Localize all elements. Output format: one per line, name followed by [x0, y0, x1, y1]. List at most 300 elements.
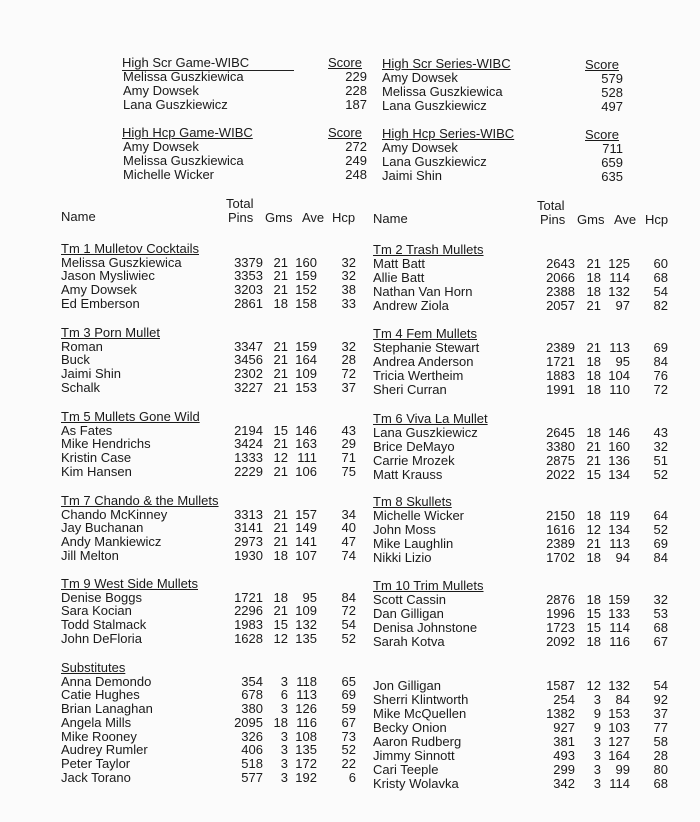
player-pins: 354 [241, 673, 263, 689]
high-hcp-series-score-2: 659 [601, 155, 623, 170]
player-gms: 21 [586, 536, 601, 551]
high-scr-series-score-2: 528 [601, 85, 623, 100]
player-name: Cari Teeple [373, 762, 439, 777]
player-ave: 113 [609, 536, 630, 551]
player-name: Dan Gilligan [373, 606, 444, 621]
player-name: Amy Dowsek [61, 282, 137, 298]
player-name: Jason Mysliwiec [61, 268, 155, 284]
player-pins: 1587 [546, 678, 575, 693]
player-ave: 103 [608, 720, 630, 735]
player-hcp: 43 [341, 422, 356, 438]
player-row [0, 366, 700, 383]
player-pins: 3347 [234, 338, 263, 354]
player-ave: 164 [295, 352, 317, 368]
high-hcp-series-score-1: 711 [602, 141, 623, 156]
player-gms: 3 [593, 734, 601, 749]
player-gms: 18 [273, 547, 288, 563]
player-name: Brice DeMayo [373, 439, 455, 454]
player-name: Peter Taylor [61, 755, 131, 771]
player-ave: 133 [608, 606, 630, 621]
player-pins: 577 [241, 769, 263, 785]
player-pins: 2150 [546, 508, 575, 523]
player-name: Andrew Ziola [373, 298, 449, 313]
player-name: Becky Onion [373, 720, 447, 735]
player-row [0, 468, 700, 482]
player-name: Sarah Kotva [373, 634, 445, 649]
player-gms: 15 [273, 617, 288, 633]
player-hcp: 54 [653, 284, 668, 299]
player-row [0, 295, 700, 313]
player-hcp: 73 [341, 728, 356, 744]
high-hcp-series-name-1: Amy Dowsek [382, 140, 458, 155]
player-gms: 3 [280, 769, 288, 785]
player-gms: 21 [273, 379, 288, 395]
player-name: Kristy Wolavka [373, 776, 459, 791]
player-ave: 109 [295, 603, 317, 619]
player-gms: 18 [586, 368, 601, 383]
player-hcp: 43 [653, 425, 668, 440]
high-hcp-series-name-3: Jaimi Shin [382, 168, 442, 183]
player-pins: 3141 [234, 520, 263, 536]
player-row [0, 693, 700, 707]
player-name: Mike Laughlin [373, 536, 454, 551]
player-hcp: 82 [653, 298, 668, 313]
player-hcp: 6 [348, 769, 356, 785]
high-hcp-series-name-2: Lana Guszkiewicz [382, 154, 487, 169]
player-name: Todd Stalmack [61, 617, 147, 633]
player-row [0, 534, 700, 551]
player-pins: 406 [241, 742, 263, 758]
player-gms: 21 [273, 352, 288, 368]
player-ave: 153 [608, 706, 630, 721]
player-name: Schalk [61, 379, 101, 395]
player-gms: 21 [273, 254, 288, 270]
player-pins: 1382 [546, 706, 575, 721]
high-hcp-game-score-label: Score [328, 125, 362, 140]
high-scr-series-name-2: Melissa Guszkiewica [382, 84, 503, 99]
player-pins: 2875 [546, 453, 575, 468]
player-gms: 18 [586, 550, 601, 565]
player-pins: 1721 [234, 589, 263, 605]
player-pins: 1721 [546, 354, 575, 369]
player-ave: 164 [608, 748, 630, 763]
player-name: Anna Demondo [61, 673, 152, 689]
player-hcp: 68 [653, 270, 668, 285]
player-gms: 21 [273, 282, 288, 298]
player-hcp: 32 [341, 268, 356, 284]
player-ave: 149 [295, 520, 317, 536]
player-ave: 159 [608, 592, 630, 607]
player-ave: 114 [609, 776, 630, 791]
right-total-header: Total [537, 198, 565, 213]
player-pins: 1616 [546, 522, 575, 537]
player-row [0, 520, 700, 537]
player-pins: 1930 [234, 547, 263, 563]
player-hcp: 59 [341, 701, 356, 717]
player-ave: 160 [295, 254, 317, 270]
player-name: Mike Hendrichs [61, 436, 151, 452]
player-name: Kristin Case [61, 450, 132, 466]
high-scr-game-name-2: Amy Dowsek [123, 83, 199, 98]
player-ave: 159 [295, 268, 317, 284]
player-pins: 493 [553, 748, 575, 763]
player-hcp: 29 [341, 436, 356, 452]
player-pins: 2389 [546, 340, 575, 355]
player-ave: 119 [609, 508, 630, 523]
player-gms: 21 [586, 453, 601, 468]
player-hcp: 40 [341, 520, 356, 536]
player-hcp: 32 [341, 338, 356, 354]
player-name: Mike Rooney [61, 728, 137, 744]
player-name: Nathan Van Horn [373, 284, 473, 299]
player-ave: 132 [608, 678, 630, 693]
high-scr-series-name-1: Amy Dowsek [382, 70, 458, 85]
high-scr-series-score-3: 497 [601, 99, 623, 114]
player-ave: 111 [297, 450, 317, 466]
player-gms: 21 [586, 298, 601, 313]
player-pins: 2066 [546, 270, 575, 285]
player-pins: 2095 [234, 714, 263, 730]
player-gms: 21 [586, 439, 601, 454]
player-pins: 380 [241, 701, 263, 717]
player-ave: 153 [295, 379, 317, 395]
player-name: Aaron Rudberg [373, 734, 462, 749]
right-pins-header: Pins [540, 212, 566, 227]
player-gms: 9 [593, 720, 601, 735]
player-gms: 3 [280, 701, 288, 717]
player-hcp: 33 [341, 295, 356, 311]
player-ave: 94 [615, 550, 630, 565]
player-name: As Fates [61, 422, 113, 438]
team-title: Tm 9 West Side Mullets [61, 576, 199, 591]
team-title: Tm 8 Skullets [373, 494, 452, 509]
high-hcp-game-name-1: Amy Dowsek [123, 139, 199, 154]
player-name: Matt Krauss [373, 467, 443, 482]
player-row [0, 547, 700, 565]
player-pins: 1996 [546, 606, 575, 621]
player-hcp: 71 [341, 450, 356, 466]
player-row [0, 777, 700, 791]
player-pins: 2389 [546, 536, 575, 551]
player-name: John Moss [373, 522, 436, 537]
player-name: Denise Boggs [61, 589, 142, 605]
player-name: Mike McQuellen [373, 706, 467, 721]
player-name: Lana Guszkiewicz [373, 425, 478, 440]
player-hcp: 76 [653, 368, 668, 383]
player-pins: 3203 [234, 282, 263, 298]
player-hcp: 58 [653, 734, 668, 749]
player-row [0, 422, 700, 440]
player-hcp: 80 [653, 762, 668, 777]
player-gms: 3 [593, 748, 601, 763]
player-pins: 1628 [234, 630, 263, 646]
player-hcp: 84 [341, 589, 356, 605]
high-scr-series-name-3: Lana Guszkiewicz [382, 98, 487, 113]
left-gms-header: Gms [265, 210, 293, 225]
player-name: Sara Kocian [61, 603, 132, 619]
player-name: Matt Batt [373, 256, 426, 271]
high-hcp-game-score-2: 249 [345, 153, 367, 168]
high-scr-game-score-label: Score [328, 55, 362, 70]
player-gms: 21 [273, 603, 288, 619]
player-name: Jay Buchanan [61, 520, 144, 536]
player-gms: 18 [586, 508, 601, 523]
high-hcp-game-name-2: Melissa Guszkiewica [123, 153, 244, 168]
high-hcp-series-score-3: 635 [601, 169, 623, 184]
player-pins: 678 [241, 687, 263, 703]
player-hcp: 68 [653, 620, 668, 635]
player-pins: 3313 [234, 506, 263, 522]
player-row [0, 607, 700, 621]
player-pins: 927 [553, 720, 575, 735]
player-hcp: 28 [341, 352, 356, 368]
left-total-header: Total [226, 196, 254, 211]
player-hcp: 32 [653, 439, 668, 454]
team-title: Tm 5 Mullets Gone Wild [61, 409, 200, 424]
player-gms: 18 [586, 425, 601, 440]
high-scr-game-name-3: Lana Guszkiewicz [123, 97, 228, 112]
player-ave: 113 [609, 340, 630, 355]
player-gms: 18 [586, 382, 601, 397]
player-name: Andrea Anderson [373, 354, 474, 369]
player-hcp: 77 [653, 720, 668, 735]
player-hcp: 51 [653, 453, 668, 468]
player-gms: 3 [280, 728, 288, 744]
player-row [0, 282, 700, 299]
player-row [0, 506, 700, 523]
player-name: Allie Batt [373, 270, 425, 285]
player-ave: 136 [608, 453, 630, 468]
player-pins: 2092 [546, 634, 575, 649]
team-title: Substitutes [61, 660, 126, 675]
player-hcp: 53 [653, 606, 668, 621]
player-name: Andy Mankiewicz [61, 534, 162, 550]
player-hcp: 37 [341, 379, 356, 395]
player-hcp: 38 [341, 282, 356, 298]
player-name: John DeFloria [61, 630, 142, 646]
player-gms: 21 [273, 338, 288, 354]
player-pins: 2861 [234, 295, 263, 311]
player-ave: 192 [295, 769, 317, 785]
player-gms: 21 [273, 268, 288, 284]
player-gms: 15 [586, 467, 601, 482]
player-row [0, 735, 700, 749]
player-gms: 18 [273, 714, 288, 730]
player-name: Angela Mills [61, 714, 132, 730]
player-gms: 18 [586, 634, 601, 649]
player-name: Sherri Klintworth [373, 692, 469, 707]
player-gms: 18 [586, 592, 601, 607]
player-pins: 254 [553, 692, 575, 707]
player-gms: 15 [273, 422, 288, 438]
player-hcp: 67 [653, 634, 668, 649]
player-ave: 114 [609, 270, 630, 285]
player-row [0, 268, 700, 285]
left-hcp-header: Hcp [332, 210, 356, 225]
player-pins: 3353 [234, 268, 263, 284]
player-row [0, 721, 700, 735]
high-hcp-game-name-3: Michelle Wicker [123, 167, 215, 182]
right-gms-header: Gms [577, 212, 605, 227]
player-row [0, 707, 700, 721]
player-gms: 9 [593, 706, 601, 721]
player-ave: 104 [608, 368, 630, 383]
player-gms: 12 [586, 522, 601, 537]
player-pins: 2645 [546, 425, 575, 440]
player-hcp: 52 [653, 467, 668, 482]
player-name: Roman [61, 338, 103, 354]
player-row [0, 679, 700, 693]
player-hcp: 69 [653, 340, 668, 355]
player-gms: 18 [586, 354, 601, 369]
player-pins: 3379 [234, 254, 263, 270]
team-title: Tm 2 Trash Mullets [373, 242, 484, 257]
player-gms: 18 [273, 295, 288, 311]
player-ave: 109 [295, 366, 317, 382]
player-hcp: 52 [341, 742, 356, 758]
player-hcp: 52 [341, 630, 356, 646]
player-hcp: 52 [653, 522, 668, 537]
player-gms: 21 [273, 520, 288, 536]
player-gms: 12 [273, 450, 288, 466]
right-ave-header: Ave [614, 212, 637, 227]
player-hcp: 28 [653, 748, 668, 763]
player-ave: 99 [615, 762, 630, 777]
player-gms: 12 [586, 678, 601, 693]
player-gms: 15 [586, 606, 601, 621]
player-pins: 3456 [234, 352, 263, 368]
right-name-header: Name [373, 211, 408, 226]
player-hcp: 69 [653, 536, 668, 551]
player-name: Jimmy Sinnott [373, 748, 455, 763]
player-ave: 116 [609, 634, 630, 649]
player-name: Ed Emberson [61, 295, 140, 311]
team-title: Tm 6 Viva La Mullet [373, 411, 488, 426]
player-ave: 172 [295, 755, 317, 771]
player-gms: 3 [280, 742, 288, 758]
player-hcp: 84 [653, 550, 668, 565]
high-scr-series-score-1: 579 [601, 71, 623, 86]
player-row [0, 589, 700, 607]
left-pins-header: Pins [228, 210, 254, 225]
player-name: Chando McKinney [61, 506, 168, 522]
player-ave: 107 [295, 547, 317, 563]
player-gms: 12 [273, 630, 288, 646]
player-ave: 135 [295, 630, 317, 646]
player-ave: 134 [608, 467, 630, 482]
player-hcp: 72 [653, 382, 668, 397]
player-hcp: 37 [653, 706, 668, 721]
player-ave: 118 [296, 673, 317, 689]
player-row [0, 338, 700, 355]
player-pins: 2022 [546, 467, 575, 482]
player-hcp: 54 [653, 678, 668, 693]
player-name: Stephanie Stewart [373, 340, 480, 355]
player-hcp: 92 [653, 692, 668, 707]
player-name: Brian Lanaghan [61, 701, 153, 717]
player-hcp: 32 [653, 592, 668, 607]
player-ave: 108 [295, 728, 317, 744]
player-pins: 2876 [546, 592, 575, 607]
high-scr-game-score-3: 187 [345, 97, 367, 112]
player-ave: 146 [608, 425, 630, 440]
player-gms: 3 [593, 762, 601, 777]
player-row [0, 352, 700, 369]
player-gms: 18 [586, 270, 601, 285]
player-gms: 21 [586, 256, 601, 271]
high-scr-game-score-2: 228 [345, 83, 367, 98]
player-gms: 18 [586, 284, 601, 299]
player-pins: 326 [241, 728, 263, 744]
player-name: Michelle Wicker [373, 508, 465, 523]
player-gms: 21 [586, 340, 601, 355]
player-gms: 21 [273, 506, 288, 522]
player-pins: 342 [553, 776, 575, 791]
player-hcp: 64 [653, 508, 668, 523]
player-name: Audrey Rumler [61, 742, 148, 758]
player-name: Carrie Mrozek [373, 453, 455, 468]
high-hcp-game-score-1: 272 [345, 139, 367, 154]
player-pins: 2229 [234, 463, 263, 479]
player-row [0, 454, 700, 468]
team-title: Tm 1 Mulletov Cocktails [61, 241, 199, 256]
player-ave: 95 [615, 354, 630, 369]
player-pins: 299 [553, 762, 575, 777]
player-row [0, 763, 700, 777]
player-pins: 2388 [546, 284, 575, 299]
high-hcp-game-title: High Hcp Game-WIBC [122, 125, 253, 140]
left-ave-header: Ave [302, 210, 325, 225]
player-pins: 1991 [546, 382, 575, 397]
player-ave: 132 [608, 284, 630, 299]
player-row [0, 440, 700, 454]
player-ave: 134 [608, 522, 630, 537]
player-ave: 84 [615, 692, 630, 707]
player-ave: 157 [295, 506, 317, 522]
high-scr-game-title: High Scr Game-WIBC [122, 56, 294, 71]
team-title: Tm 4 Fem Mullets [373, 326, 478, 341]
team-title: Tm 3 Porn Mullet [61, 325, 160, 340]
player-pins: 2643 [546, 256, 575, 271]
player-gms: 21 [273, 534, 288, 550]
player-ave: 146 [295, 422, 317, 438]
player-row [0, 749, 700, 763]
player-row [0, 254, 700, 271]
player-pins: 2296 [234, 603, 263, 619]
team-title: Tm 7 Chando & the Mullets [61, 493, 219, 508]
player-ave: 116 [296, 714, 317, 730]
player-name: Jon Gilligan [373, 678, 441, 693]
player-hcp: 74 [341, 547, 356, 563]
player-ave: 110 [609, 382, 630, 397]
player-hcp: 68 [653, 776, 668, 791]
player-ave: 135 [295, 742, 317, 758]
player-pins: 518 [241, 755, 263, 771]
player-name: Catie Hughes [61, 687, 140, 703]
player-gms: 18 [273, 589, 288, 605]
player-gms: 21 [273, 366, 288, 382]
player-ave: 163 [295, 436, 317, 452]
player-pins: 2194 [234, 422, 263, 438]
player-ave: 132 [295, 617, 317, 633]
player-row [0, 379, 700, 397]
player-gms: 21 [273, 436, 288, 452]
player-pins: 1333 [234, 450, 263, 466]
player-name: Sheri Curran [373, 382, 447, 397]
player-name: Buck [61, 352, 90, 368]
player-row [0, 621, 700, 635]
player-name: Scott Cassin [373, 592, 446, 607]
